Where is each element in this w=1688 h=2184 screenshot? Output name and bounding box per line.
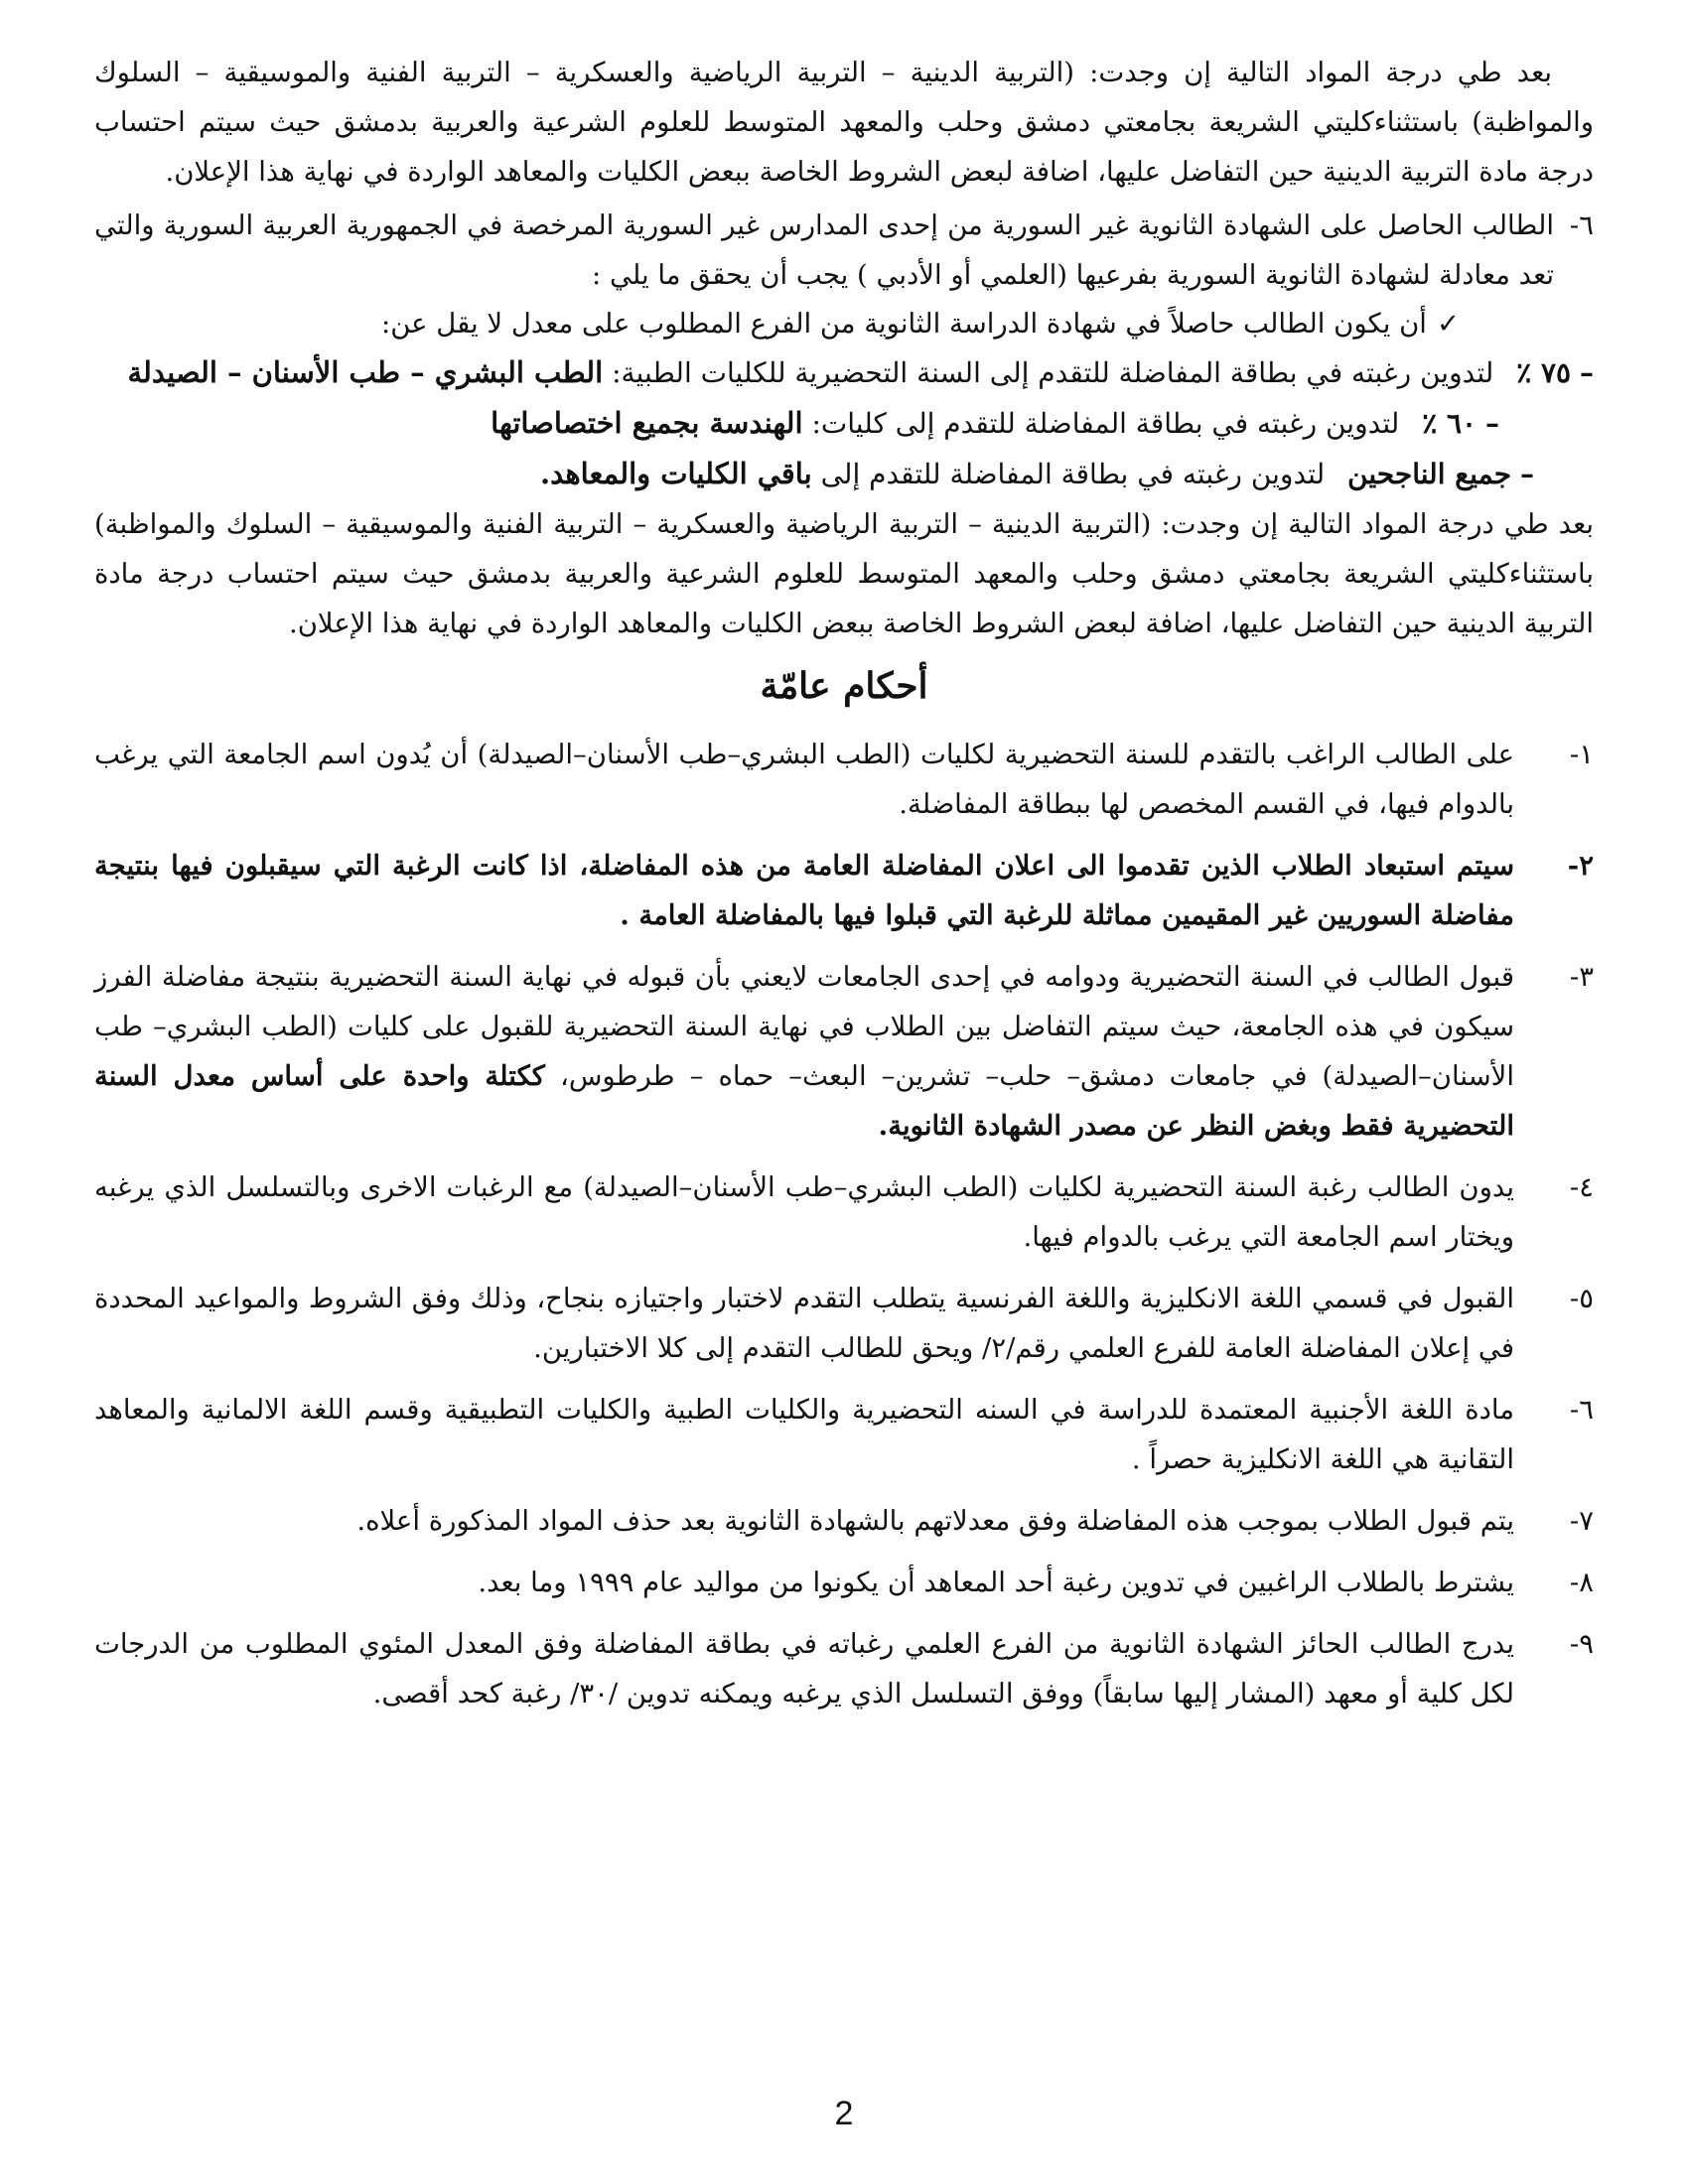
item-6-text: الطالب الحاصل على الشهادة الثانوية غير السورية من إحدى المدارس غير السورية المرخصة في الجمهورية العربية السورية والتي تعد معادلة لشهادة الثانوية السورية بفرعيها (العلمي أو الأدبي ) يجب أن يحقق ما يلي : <box>94 209 1554 291</box>
item-6-closing-paragraph: بعد طي درجة المواد التالية إن وجدت: (التربية الدينية – التربية الرياضية والعسكرية – التربية الفنية والموسيقية – السلوك والمواظبة) باستثناءكليتي الشريعة بجامعتي دمشق وحلب والمعهد المتوسط للعلوم الشرعية والعربية بدمشق حيث سيتم احتساب درجة مادة التربية الدينية حين التفاضل عليها، اضافة لبعض الشروط الخاصة ببعض الكليات والمعاهد الواردة في نهاية هذا الإعلان. <box>94 508 1594 639</box>
requirement-text: لتدوين رغبته في بطاقة المفاضلة للتقدم إلى السنة التحضيرية للكليات الطبية: <box>612 356 1494 389</box>
rule-text: مادة اللغة الأجنبية المعتمدة للدراسة في السنه التحضيرية والكليات الطبية والكليات التطبيقية وقسم اللغة الالمانية والمعاهد التقانية هي اللغة الانكليزية حصراً . <box>94 1394 1514 1475</box>
rule-item <box>94 1385 1594 1484</box>
faculty-names: باقي الكليات والمعاهد. <box>540 457 812 490</box>
rule-item <box>94 730 1594 829</box>
rule-text: يتم قبول الطلاب بموجب هذه المفاضلة وفق معدلاتهم بالشهادة الثانوية بعد حذف المواد المذكورة أعلاه. <box>356 1505 1514 1537</box>
requirement-line-others <box>94 449 1594 499</box>
requirement-text: لتدوين رغبته في بطاقة المفاضلة للتقدم إلى كليات: <box>811 407 1400 440</box>
rule-number: ٥- <box>1569 1283 1594 1314</box>
rule-text: على الطالب الراغب بالتقدم للسنة التحضيرية لكليات (الطب البشري–طب الأسنان–الصيدلة) أن يُدون اسم الجامعة التي يرغب بالدوام فيها، في القسم المخصص لها ببطاقة المفاضلة. <box>94 739 1514 820</box>
rule-text: يدون الطالب رغبة السنة التحضيرية لكليات (الطب البشري–طب الأسنان–الصيدلة) مع الرغبات الاخرى وبالتسلسل الذي يرغبه ويختار اسم الجامعة التي يرغب بالدوام فيها. <box>94 1171 1514 1253</box>
rule-text: القبول في قسمي اللغة الانكليزية واللغة الفرنسية يتطلب التقدم لاختبار واجتيازه بنجاح، وذلك وفق الشروط والمواعيد المحددة في إعلان المفاضلة العامة للفرع العلمي رقم/٢/ ويحق للطالب التقدم إلى كلا الاختبارين. <box>94 1283 1514 1364</box>
check-line <box>94 300 1554 347</box>
requirement-text: لتدوين رغبته في بطاقة المفاضلة للتقدم إلى <box>820 458 1326 490</box>
rule-number: ٩- <box>1569 1628 1594 1660</box>
rule-text: يدرج الطالب الحائز الشهادة الثانوية من الفرع العلمي رغباته في بطاقة المفاضلة وفق المعدل المئوي المطلوب من الدرجات لكل كلية أو معهد (المشار إليها سابقاً) ووفق التسلسل الذي يرغبه ويمكنه تدوين /٣٠/ رغبة كحد أقصى. <box>94 1628 1514 1709</box>
page-number: 2 <box>834 2095 854 2132</box>
percent-value: ٦٠ ٪ <box>1422 407 1477 440</box>
rule-text: سيتم استبعاد الطلاب الذين تقدموا الى اعلان المفاضلة العامة من هذه المفاضلة، اذا كانت الرغبة التي سيقبلون فيها بنتيجة مفاضلة السوريين غير المقيمين مماثلة للرغبة التي قبلوا فيها بالمفاضلة العامة . <box>94 850 1514 931</box>
rule-text: يشترط بالطلاب الراغبين في تدوين رغبة أحد المعاهد أن يكونوا من مواليد عام ١٩٩٩ وما بعد. <box>478 1567 1514 1598</box>
faculty-names: الطب البشري – طب الأسنان – الصيدلة <box>127 355 604 389</box>
section-heading: أحكام عامّة <box>760 665 928 707</box>
rule-number: ٦- <box>1569 1394 1594 1426</box>
rule-text-regular: قبول الطالب في السنة التحضيرية ودوامه في إحدى الجامعات لايعني بأن قبوله في نهاية السنة التحضيرية بنتيجة مفاضلة الفرز سيكون في هذه الجامعة، حيث سيتم التفاضل بين الطلاب في نهاية السنة التحضيرية للقبول على كليات (الطب البشري– طب الأسنان–الصيدلة) في جامعات دمشق– حلب– تشرين– البعث– حماه – طرطوس، <box>94 961 1514 1092</box>
rule-item <box>94 1274 1594 1373</box>
dash: – <box>1485 407 1499 440</box>
percent-value: ٧٥ ٪ <box>1516 356 1572 389</box>
percent-value: جميع الناجحين <box>1347 458 1512 490</box>
rule-item <box>94 1619 1594 1718</box>
item-6 <box>94 201 1594 347</box>
faculty-names: الهندسة بجميع اختصاصاتها <box>491 406 803 440</box>
rule-item <box>94 1162 1594 1262</box>
dash: – <box>1580 356 1594 389</box>
rule-item <box>94 1558 1594 1607</box>
rule-text-bold: ككتلة واحدة على أساس معدل السنة التحضيرية فقط وبغض النظر عن مصدر الشهادة الثانوية. <box>94 1060 1514 1142</box>
rule-number: ٨- <box>1569 1567 1594 1598</box>
requirement-line-engineering <box>94 398 1594 449</box>
rule-number: ٣- <box>1569 961 1594 993</box>
rule-number: ٧- <box>1569 1505 1594 1537</box>
intro-paragraph: بعد طي درجة المواد التالية إن وجدت: (التربية الدينية – التربية الرياضية والعسكرية – التربية الفنية والموسيقية – السلوك والمواظبة) باستثناءكليتي الشريعة بجامعتي دمشق وحلب والمعهد المتوسط للعلوم الشرعية والعربية بدمشق حيث سيتم احتساب درجة مادة التربية الدينية حين التفاضل عليها، اضافة لبعض الشروط الخاصة ببعض الكليات والمعاهد الواردة في نهاية هذا الإعلان. <box>94 57 1594 188</box>
rule-number: ٤- <box>1569 1171 1594 1203</box>
document-page <box>94 48 1594 1730</box>
rule-item <box>94 952 1594 1151</box>
requirement-line-medical <box>94 347 1594 398</box>
dash: – <box>1520 458 1534 490</box>
general-rules-list <box>94 730 1594 1718</box>
checkmark-icon: ✓ <box>1436 308 1460 340</box>
rule-number: ٢- <box>1567 850 1594 882</box>
rule-item <box>94 1496 1594 1546</box>
rule-text <box>94 952 1514 1151</box>
rule-number: ١- <box>1569 739 1594 770</box>
check-text: أن يكون الطالب حاصلاً في شهادة الدراسة الثانوية من الفرع المطلوب على معدل لا يقل عن: <box>380 308 1427 340</box>
item-6-number: ٦- <box>1569 209 1594 241</box>
rule-item <box>94 841 1594 940</box>
